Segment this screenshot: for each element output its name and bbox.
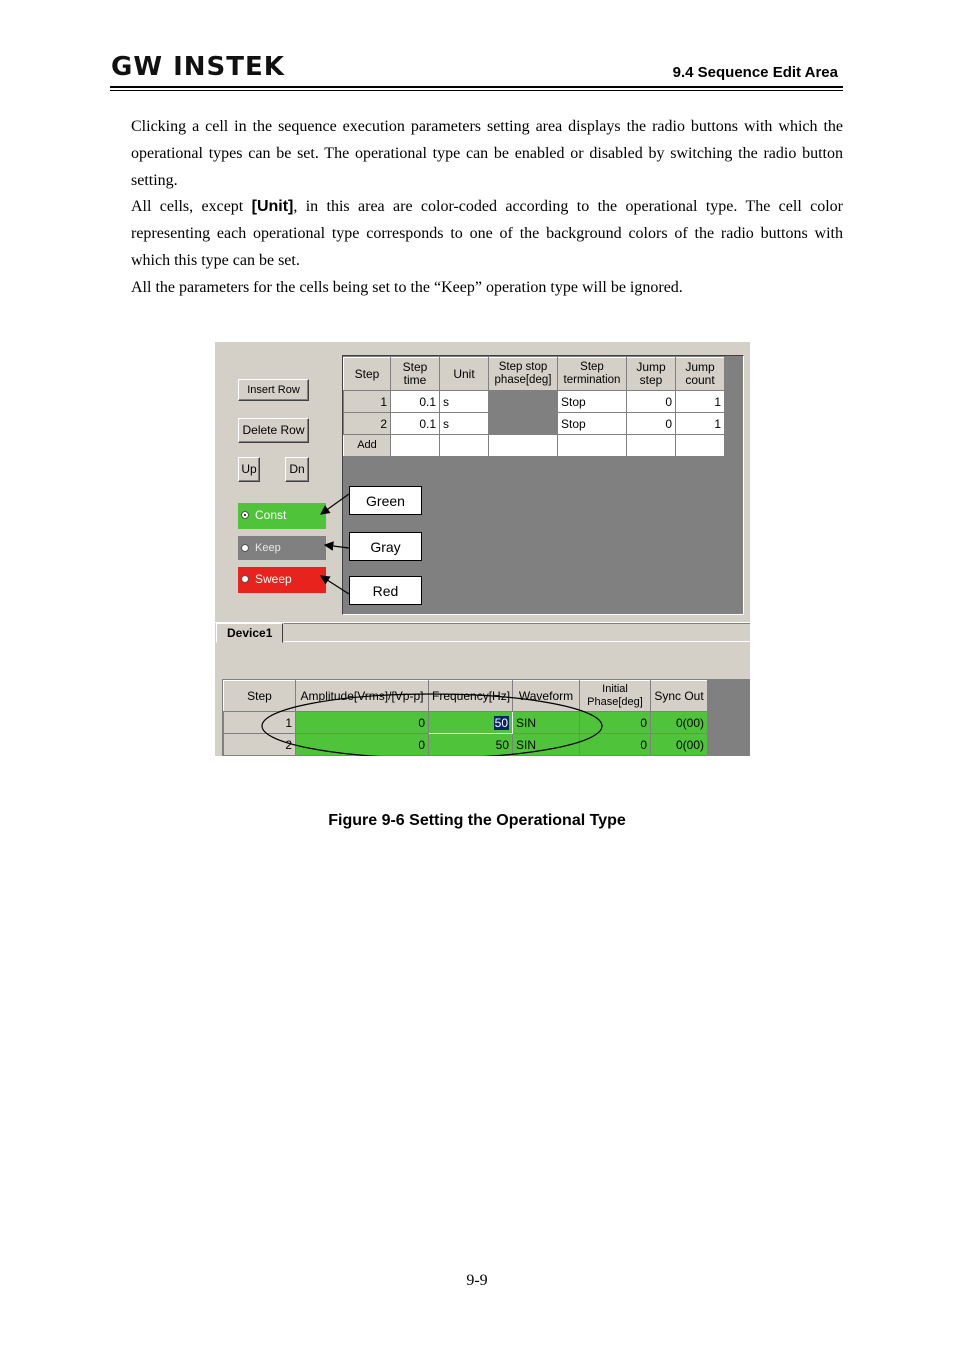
cell-waveform[interactable]: SIN	[513, 712, 580, 734]
col-amplitude: Amplitude[Vrms]/[Vp-p]	[296, 681, 429, 712]
cell-initial-phase[interactable]: 0	[580, 712, 651, 734]
frequency-selected-value: 50	[494, 715, 508, 730]
cell-amplitude[interactable]: 0	[296, 712, 429, 734]
insert-row-button[interactable]: Insert Row	[238, 379, 309, 401]
col-step-time: Step time	[391, 358, 440, 391]
col-frequency: Frequency[Hz]	[429, 681, 513, 712]
cell-waveform[interactable]: SIN	[513, 734, 580, 756]
col-step-termination: Step termination	[558, 358, 627, 391]
col-unit: Unit	[440, 358, 489, 391]
paragraph-2-start: All cells, except	[131, 198, 252, 216]
col-step: Step	[344, 358, 391, 391]
cell-step-time[interactable]: 0.1	[391, 413, 440, 435]
col-jump-step: Jump step	[627, 358, 676, 391]
page-number: 9-9	[466, 1272, 488, 1289]
brand-logo: GW INSTEK	[111, 52, 285, 82]
down-button[interactable]: Dn	[285, 457, 309, 482]
section-title: 9.4 Sequence Edit Area	[672, 64, 838, 81]
unit-keyword: [Unit]	[251, 198, 294, 216]
cell-jump-count[interactable]: 1	[676, 391, 725, 413]
body-text	[131, 114, 843, 302]
up-button[interactable]: Up	[238, 457, 260, 482]
col-waveform: Waveform	[513, 681, 580, 712]
callout-gray: Gray	[349, 532, 422, 561]
header-rule-thin	[110, 90, 843, 91]
cell-initial-phase[interactable]: 0	[580, 734, 651, 756]
sequence-editor-screenshot	[215, 342, 750, 756]
paragraph-1: Clicking a cell in the sequence execution parameters setting area displays the radio buttons with which the operational types can be set. The operational type can be enabled or disabled by switching the radio button setting.	[131, 118, 843, 189]
cell-amplitude[interactable]: 0	[296, 734, 429, 756]
col-initial-phase: Initial Phase[deg]	[580, 681, 651, 712]
row-step: 1	[344, 391, 391, 413]
cell-jump-step[interactable]: 0	[627, 413, 676, 435]
cell-step-termination[interactable]: Stop	[558, 391, 627, 413]
tab-device1[interactable]: Device1	[216, 623, 283, 643]
cell-unit[interactable]: s	[440, 391, 489, 413]
highlight-oval	[262, 694, 602, 756]
delete-row-button[interactable]: Delete Row	[238, 418, 309, 443]
col-sync-out: Sync Out	[651, 681, 708, 712]
sweep-radio-label: Sweep	[255, 572, 292, 586]
highlight-ellipse	[215, 342, 750, 756]
callout-green: Green	[349, 486, 422, 515]
col-jump-count: Jump count	[676, 358, 725, 391]
row-step: 2	[344, 413, 391, 435]
col-step-stop-phase: Step stop phase[deg]	[489, 358, 558, 391]
callout-red: Red	[349, 576, 422, 605]
row-step: 2	[224, 734, 296, 756]
paragraph-2	[131, 194, 843, 274]
cell-step-termination[interactable]: Stop	[558, 413, 627, 435]
cell-step-time[interactable]: 0.1	[391, 391, 440, 413]
keep-radio-label: Keep	[255, 542, 281, 554]
paragraph-3: All the parameters for the cells being set to the “Keep” operation type will be ignored.	[131, 278, 683, 296]
col-step: Step	[224, 681, 296, 712]
paragraph-2-end: , in this area are color-coded according to the operational type. The cell color representing each operational type corresponds to one of the background colors of the radio buttons with which this type can be set.	[131, 198, 844, 269]
cell-unit[interactable]: s	[440, 413, 489, 435]
cell-sync-out[interactable]: 0(00)	[651, 734, 708, 756]
cell-jump-step[interactable]: 0	[627, 391, 676, 413]
add-button[interactable]: Add	[344, 435, 391, 457]
cell-jump-count[interactable]: 1	[676, 413, 725, 435]
figure-caption: Figure 9-6 Setting the Operational Type	[328, 812, 626, 829]
cell-sync-out[interactable]: 0(00)	[651, 712, 708, 734]
row-step: 1	[224, 712, 296, 734]
header-rule	[110, 86, 843, 88]
const-radio-label: Const	[255, 508, 287, 522]
cell-frequency[interactable]: 50	[429, 734, 513, 756]
